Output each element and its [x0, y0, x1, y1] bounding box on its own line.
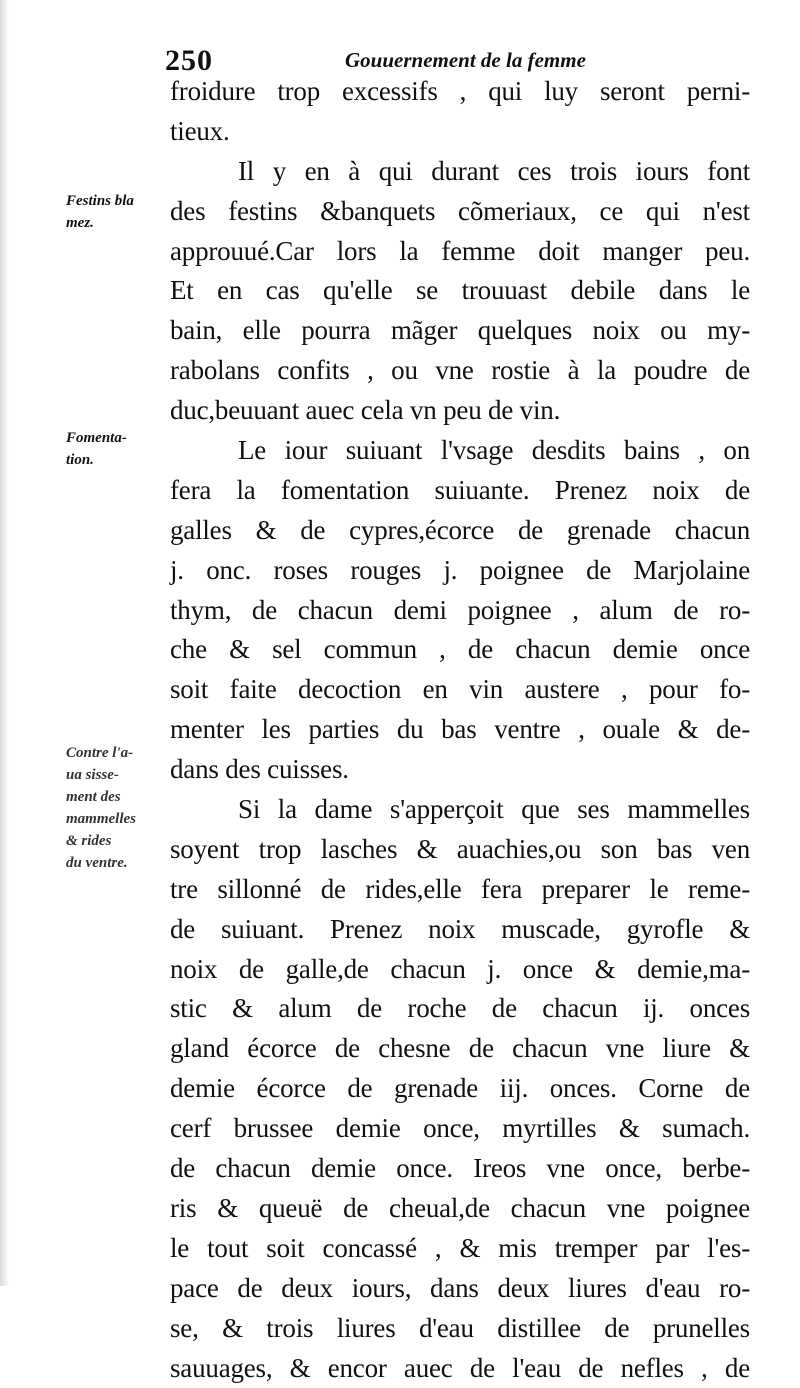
text-line: j. onc. roses rouges j. poignee de Marjolaine: [170, 551, 750, 591]
text-line: froidure trop excessifs , qui luy seront perni-: [170, 72, 750, 112]
text-line: sauuages, & encor auec de l'eau de nefles , de: [170, 1349, 750, 1388]
text-line: Le iour suiuant l'vsage desdits bains , on: [170, 431, 750, 471]
text-line: Si la dame s'apperçoit que ses mammelles: [170, 790, 750, 830]
text-line: thym, de chacun demi poignee , alum de ro-: [170, 591, 750, 631]
text-line: Il y en à qui durant ces trois iours font: [170, 152, 750, 192]
running-title: Gouuernement de la femme: [345, 48, 586, 73]
text-line: stic & alum de roche de chacun ij. onces: [170, 989, 750, 1029]
margin-note-line: du ventre.: [66, 852, 170, 874]
margin-note-line: & rides: [66, 830, 170, 852]
margin-note-contre: [66, 742, 170, 874]
margin-note-line: mez.: [66, 212, 170, 234]
text-line: cerf brussee demie once, myrtilles & sumach.: [170, 1109, 750, 1149]
text-line: pace de deux iours, dans deux liures d'eau ro-: [170, 1269, 750, 1309]
text-line: des festins &banquets cõmeriaux, ce qui n'est: [170, 192, 750, 232]
margin-note-line: ment des: [66, 786, 170, 808]
margin-note-fomentation: [66, 427, 170, 471]
text-line: noix de galle,de chacun j. once & demie,ma-: [170, 950, 750, 990]
margin-note-line: Festins bla: [66, 190, 170, 212]
text-line: ris & queuë de cheual,de chacun vne poignee: [170, 1189, 750, 1229]
text-line: menter les parties du bas ventre , ouale & de-: [170, 710, 750, 750]
margin-note-line: tion.: [66, 449, 170, 471]
text-line: de chacun demie once. Ireos vne once, berbe-: [170, 1149, 750, 1189]
text-line: soyent trop lasches & auachies,ou son bas ven: [170, 830, 750, 870]
text-line: le tout soit concassé , & mis tremper par l'es-: [170, 1229, 750, 1269]
text-line: dans des cuisses.: [170, 750, 750, 790]
text-line: duc,beuuant auec cela vn peu de vin.: [170, 391, 750, 431]
text-line: approuué.Car lors la femme doit manger peu.: [170, 232, 750, 272]
margin-note-line: Fomenta-: [66, 427, 170, 449]
text-line: rabolans confits , ou vne rostie à la poudre de: [170, 351, 750, 391]
text-line: de suiuant. Prenez noix muscade, gyrofle &: [170, 910, 750, 950]
text-line: Et en cas qu'elle se trouuast debile dans le: [170, 271, 750, 311]
text-line: tieux.: [170, 112, 750, 152]
text-line: fera la fomentation suiuante. Prenez noix de: [170, 471, 750, 511]
text-line: bain, elle pourra mãger quelques noix ou my-: [170, 311, 750, 351]
body-text: [170, 72, 750, 1388]
page-number: 250: [165, 44, 213, 78]
text-line: galles & de cypres,écorce de grenade chacun: [170, 511, 750, 551]
text-line: tre sillonné de rides,elle fera preparer le reme-: [170, 870, 750, 910]
text-line: che & sel commun , de chacun demie once: [170, 630, 750, 670]
margin-note-line: mammelles: [66, 808, 170, 830]
text-line: gland écorce de chesne de chacun vne liure &: [170, 1029, 750, 1069]
page-edge-shadow: [0, 0, 9, 1286]
text-line: soit faite decoction en vin austere , pour fo-: [170, 670, 750, 710]
margin-note-line: Contre l'a-: [66, 742, 170, 764]
text-line: se, & trois liures d'eau distillee de prunelles: [170, 1309, 750, 1349]
margin-note-line: ua sisse-: [66, 764, 170, 786]
margin-note-festins: [66, 190, 170, 234]
text-line: demie écorce de grenade iij. onces. Corne de: [170, 1069, 750, 1109]
